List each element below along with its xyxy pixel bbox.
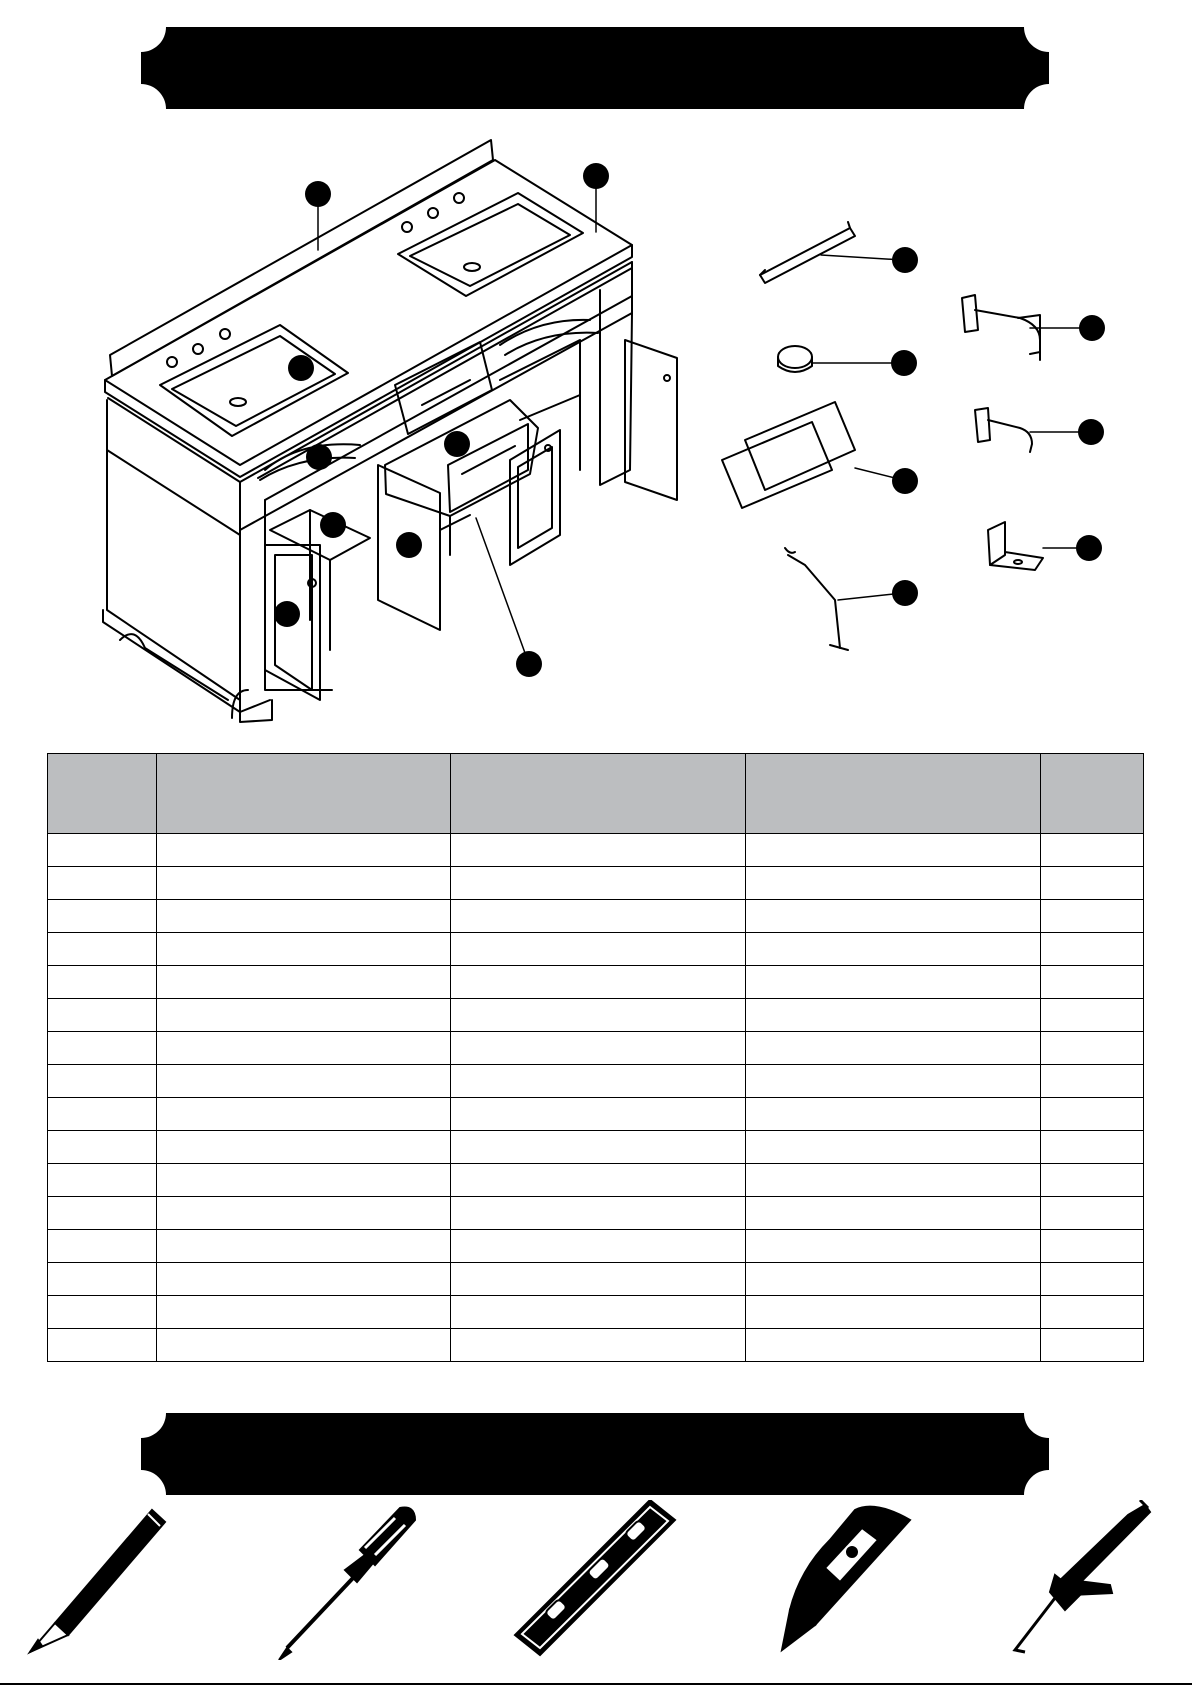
- caulking-gun-icon: [1010, 1500, 1160, 1660]
- callout-marker: [583, 163, 609, 189]
- table-cell: [746, 1230, 1041, 1263]
- table-body: [48, 834, 1144, 1362]
- table-cell: [48, 867, 157, 900]
- table-cell: [1041, 1131, 1144, 1164]
- callout-marker: [305, 181, 331, 207]
- table-cell: [746, 1164, 1041, 1197]
- table-cell: [1041, 900, 1144, 933]
- table-cell: [1041, 1329, 1144, 1362]
- tools-row: [0, 1500, 1192, 1660]
- table-cell: [451, 1131, 746, 1164]
- table-cell: [48, 1098, 157, 1131]
- table-row: [48, 1230, 1144, 1263]
- callout-marker: [1076, 535, 1102, 561]
- table-header-row: [48, 754, 1144, 834]
- table-row: [48, 933, 1144, 966]
- table-cell: [48, 933, 157, 966]
- table-cell: [1041, 834, 1144, 867]
- table-row: [48, 966, 1144, 999]
- table-cell: [157, 1098, 451, 1131]
- table-cell: [48, 999, 157, 1032]
- table-row: [48, 834, 1144, 867]
- table-cell: [1041, 1197, 1144, 1230]
- table-row: [48, 1065, 1144, 1098]
- table-cell: [451, 1263, 746, 1296]
- tools-banner: [141, 1413, 1049, 1495]
- pencil-icon: [20, 1500, 170, 1660]
- table-cell: [451, 1296, 746, 1329]
- header-cell: [746, 754, 1041, 834]
- callout-marker: [306, 444, 332, 470]
- table-cell: [746, 1131, 1041, 1164]
- table-row: [48, 1296, 1144, 1329]
- table-cell: [746, 1329, 1041, 1362]
- callout-marker: [444, 431, 470, 457]
- table-row: [48, 1263, 1144, 1296]
- table-cell: [746, 933, 1041, 966]
- table-cell: [1041, 1032, 1144, 1065]
- table-cell: [48, 966, 157, 999]
- callout-marker: [516, 651, 542, 677]
- table-cell: [1041, 933, 1144, 966]
- table-cell: [746, 1098, 1041, 1131]
- table-cell: [451, 1065, 746, 1098]
- callout-marker: [288, 355, 314, 381]
- table-cell: [1041, 867, 1144, 900]
- callout-marker: [892, 468, 918, 494]
- table-cell: [1041, 1098, 1144, 1131]
- table-row: [48, 999, 1144, 1032]
- table-cell: [1041, 966, 1144, 999]
- table-cell: [157, 1197, 451, 1230]
- table-cell: [451, 933, 746, 966]
- utility-knife-icon: [770, 1500, 920, 1660]
- table-cell: [451, 834, 746, 867]
- table-cell: [1041, 1230, 1144, 1263]
- table-row: [48, 1098, 1144, 1131]
- table-cell: [451, 1098, 746, 1131]
- table-row: [48, 1164, 1144, 1197]
- table-cell: [48, 1329, 157, 1362]
- table-cell: [451, 1164, 746, 1197]
- table-cell: [451, 900, 746, 933]
- table-cell: [48, 1197, 157, 1230]
- parts-table: [47, 753, 1144, 1362]
- header-cell: [1041, 754, 1144, 834]
- table-cell: [451, 1329, 746, 1362]
- screwdriver-icon: [265, 1500, 425, 1660]
- table-cell: [48, 1296, 157, 1329]
- header-cell: [451, 754, 746, 834]
- vanity-illustration: [0, 125, 1192, 735]
- table-cell: [157, 933, 451, 966]
- table-row: [48, 1197, 1144, 1230]
- table-cell: [746, 999, 1041, 1032]
- table-cell: [48, 1032, 157, 1065]
- table-cell: [746, 1197, 1041, 1230]
- table-cell: [1041, 1164, 1144, 1197]
- callout-marker: [274, 601, 300, 627]
- header-cell: [48, 754, 157, 834]
- callout-marker: [320, 512, 346, 538]
- table-cell: [451, 1230, 746, 1263]
- table-cell: [746, 1296, 1041, 1329]
- table-cell: [746, 1065, 1041, 1098]
- table-cell: [157, 834, 451, 867]
- table-row: [48, 867, 1144, 900]
- table-cell: [48, 1230, 157, 1263]
- table-cell: [451, 999, 746, 1032]
- table-cell: [157, 1329, 451, 1362]
- table-cell: [746, 834, 1041, 867]
- table-cell: [157, 867, 451, 900]
- table-cell: [157, 1032, 451, 1065]
- table-cell: [157, 1164, 451, 1197]
- table-cell: [48, 834, 157, 867]
- table-cell: [157, 1230, 451, 1263]
- callout-marker: [892, 247, 918, 273]
- table-cell: [451, 966, 746, 999]
- table-cell: [48, 1164, 157, 1197]
- table-cell: [1041, 1065, 1144, 1098]
- table-cell: [1041, 1296, 1144, 1329]
- parts-banner: [141, 27, 1049, 109]
- table-cell: [451, 1197, 746, 1230]
- header-cell: [157, 754, 451, 834]
- table-row: [48, 1032, 1144, 1065]
- table-row: [48, 1131, 1144, 1164]
- table-cell: [157, 999, 451, 1032]
- table-row: [48, 1329, 1144, 1362]
- table-cell: [157, 966, 451, 999]
- callout-marker: [892, 580, 918, 606]
- callout-marker: [1078, 419, 1104, 445]
- table-cell: [48, 1263, 157, 1296]
- table-cell: [48, 1065, 157, 1098]
- table-cell: [746, 867, 1041, 900]
- table-cell: [48, 900, 157, 933]
- table-cell: [157, 1065, 451, 1098]
- callout-marker: [1079, 315, 1105, 341]
- table-cell: [746, 900, 1041, 933]
- table-cell: [746, 966, 1041, 999]
- table-cell: [1041, 1263, 1144, 1296]
- table-cell: [157, 1131, 451, 1164]
- table-cell: [157, 900, 451, 933]
- table-cell: [746, 1263, 1041, 1296]
- table-cell: [746, 1032, 1041, 1065]
- callout-marker: [396, 532, 422, 558]
- callout-marker: [891, 350, 917, 376]
- table-cell: [451, 867, 746, 900]
- table-row: [48, 900, 1144, 933]
- table-cell: [157, 1263, 451, 1296]
- table-cell: [48, 1131, 157, 1164]
- level-icon: [510, 1500, 680, 1660]
- table-cell: [1041, 999, 1144, 1032]
- table-cell: [451, 1032, 746, 1065]
- table-cell: [157, 1296, 451, 1329]
